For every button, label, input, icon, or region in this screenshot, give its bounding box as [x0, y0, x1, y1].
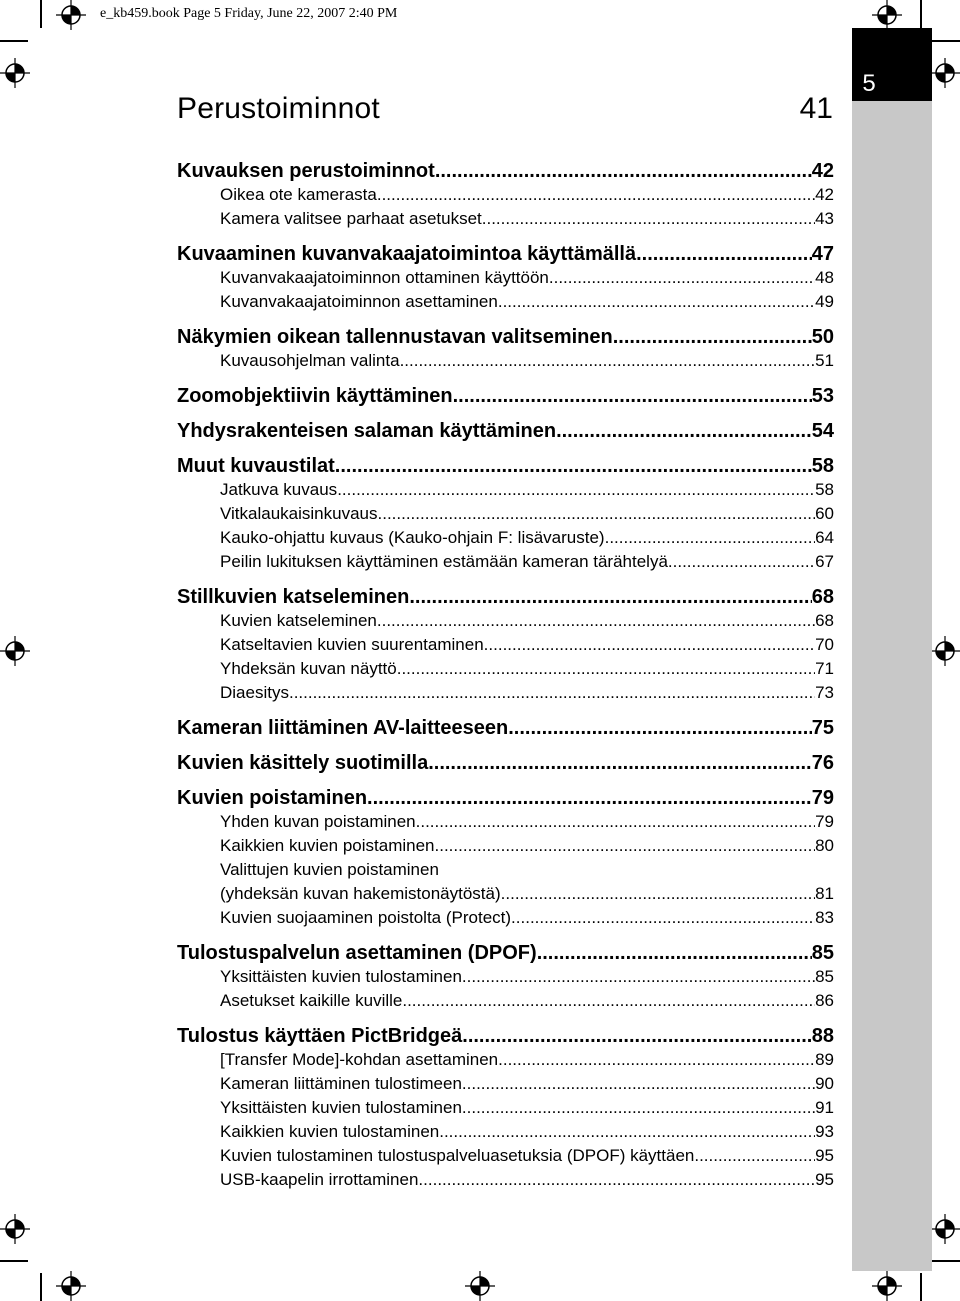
registration-mark-icon: [872, 1271, 902, 1301]
toc-item[interactable]: Kamera valitsee parhaat asetukset ..... 43: [177, 207, 834, 231]
toc-item[interactable]: Yksittäisten kuvien tulostaminen ..... 85: [177, 965, 834, 989]
toc-item[interactable]: Kaikkien kuvien tulostaminen ..... 93: [177, 1120, 834, 1144]
toc-section[interactable]: Muut kuvaustilat ..... 58: [177, 454, 834, 478]
toc-item[interactable]: Kuvien tulostaminen tulostuspalveluasetuksia (DPOF) käyttäen ..... 95: [177, 1144, 834, 1168]
toc-item[interactable]: Katseltavien kuvien suurentaminen ..... 70: [177, 633, 834, 657]
crop-mark: [0, 40, 28, 42]
toc-item[interactable]: Kuvanvakaajatoiminnon ottaminen käyttöön ..... 48: [177, 266, 834, 290]
toc-item[interactable]: Kaikkien kuvien poistaminen ..... 80: [177, 834, 834, 858]
toc-section[interactable]: Zoomobjektiivin käyttäminen ..... 53: [177, 384, 834, 408]
side-tab-strip: [852, 101, 932, 1271]
toc-item[interactable]: Kuvien suojaaminen poistolta (Protect) ..... 83: [177, 906, 834, 930]
toc-section[interactable]: Kuvaaminen kuvanvakaajatoimintoa käyttämällä ..... 47: [177, 242, 834, 266]
toc-item[interactable]: USB-kaapelin irrottaminen ..... 95: [177, 1168, 834, 1192]
crop-mark: [40, 0, 42, 28]
toc-item[interactable]: Jatkuva kuvaus ..... 58: [177, 478, 834, 502]
toc-item[interactable]: Kauko-ohjattu kuvaus (Kauko-ohjain F: lisävaruste) ..... 64: [177, 526, 834, 550]
toc-item[interactable]: [Transfer Mode]-kohdan asettaminen ..... 89: [177, 1048, 834, 1072]
toc-item[interactable]: Oikea ote kamerasta ..... 42: [177, 183, 834, 207]
toc-item[interactable]: Asetukset kaikille kuville ..... 86: [177, 989, 834, 1013]
crop-mark: [920, 0, 922, 28]
registration-mark-icon: [0, 636, 30, 666]
toc-item[interactable]: (yhdeksän kuvan hakemistonäytöstä) ..... 81: [177, 882, 834, 906]
toc-item[interactable]: Kuvausohjelman valinta ..... 51: [177, 349, 834, 373]
table-of-contents: [177, 158, 834, 1192]
registration-mark-icon: [930, 636, 960, 666]
toc-section[interactable]: Kuvien käsittely suotimilla ..... 76: [177, 751, 834, 775]
toc-item[interactable]: Yhdeksän kuvan näyttö ..... 71: [177, 657, 834, 681]
registration-mark-icon: [0, 58, 30, 88]
toc-section[interactable]: Yhdysrakenteisen salaman käyttäminen ..... 54: [177, 419, 834, 443]
registration-mark-icon: [930, 58, 960, 88]
toc-item[interactable]: Kuvanvakaajatoiminnon asettaminen ..... 49: [177, 290, 834, 314]
crop-mark: [932, 1260, 960, 1262]
toc-section[interactable]: Tulostus käyttäen PictBridgeä ..... 88: [177, 1024, 834, 1048]
chapter-page: 41: [799, 92, 833, 125]
toc-item[interactable]: Yksittäisten kuvien tulostaminen ..... 91: [177, 1096, 834, 1120]
toc-item-first-line: Valittujen kuvien poistaminen: [220, 860, 439, 879]
toc-item[interactable]: Kameran liittäminen tulostimeen ..... 90: [177, 1072, 834, 1096]
crop-mark: [40, 1273, 42, 1301]
toc-item[interactable]: Peilin lukituksen käyttäminen estämään kameran tärähtelyä ..... 67: [177, 550, 834, 574]
toc-item[interactable]: Diaesitys ..... 73: [177, 681, 834, 705]
chapter-heading: [177, 92, 833, 126]
crop-mark: [932, 40, 960, 42]
chapter-title: Perustoiminnot: [177, 92, 380, 125]
toc-item[interactable]: Kuvien katseleminen ..... 68: [177, 609, 834, 633]
crop-mark: [0, 1260, 28, 1262]
registration-mark-icon: [872, 0, 902, 30]
registration-mark-icon: [56, 0, 86, 30]
toc-section[interactable]: Tulostuspalvelun asettaminen (DPOF) ..... 85: [177, 941, 834, 965]
toc-section[interactable]: Kuvauksen perustoiminnot ..... 42: [177, 159, 834, 183]
registration-mark-icon: [0, 1214, 30, 1244]
toc-item[interactable]: Yhden kuvan poistaminen ..... 79: [177, 810, 834, 834]
registration-mark-icon: [56, 1271, 86, 1301]
registration-mark-icon: [930, 1214, 960, 1244]
crop-mark: [920, 1273, 922, 1301]
print-slug: e_kb459.book Page 5 Friday, June 22, 2007 2:40 PM: [100, 6, 398, 21]
toc-section[interactable]: Näkymien oikean tallennustavan valitseminen ..... 50: [177, 325, 834, 349]
toc-item[interactable]: Vitkalaukaisinkuvaus ..... 60: [177, 502, 834, 526]
toc-section[interactable]: Kameran liittäminen AV-laitteeseen ..... 75: [177, 716, 834, 740]
registration-mark-icon: [465, 1271, 495, 1301]
tab-page-number: 5: [862, 70, 876, 97]
toc-section[interactable]: Kuvien poistaminen ..... 79: [177, 786, 834, 810]
toc-section[interactable]: Stillkuvien katseleminen ..... 68: [177, 585, 834, 609]
